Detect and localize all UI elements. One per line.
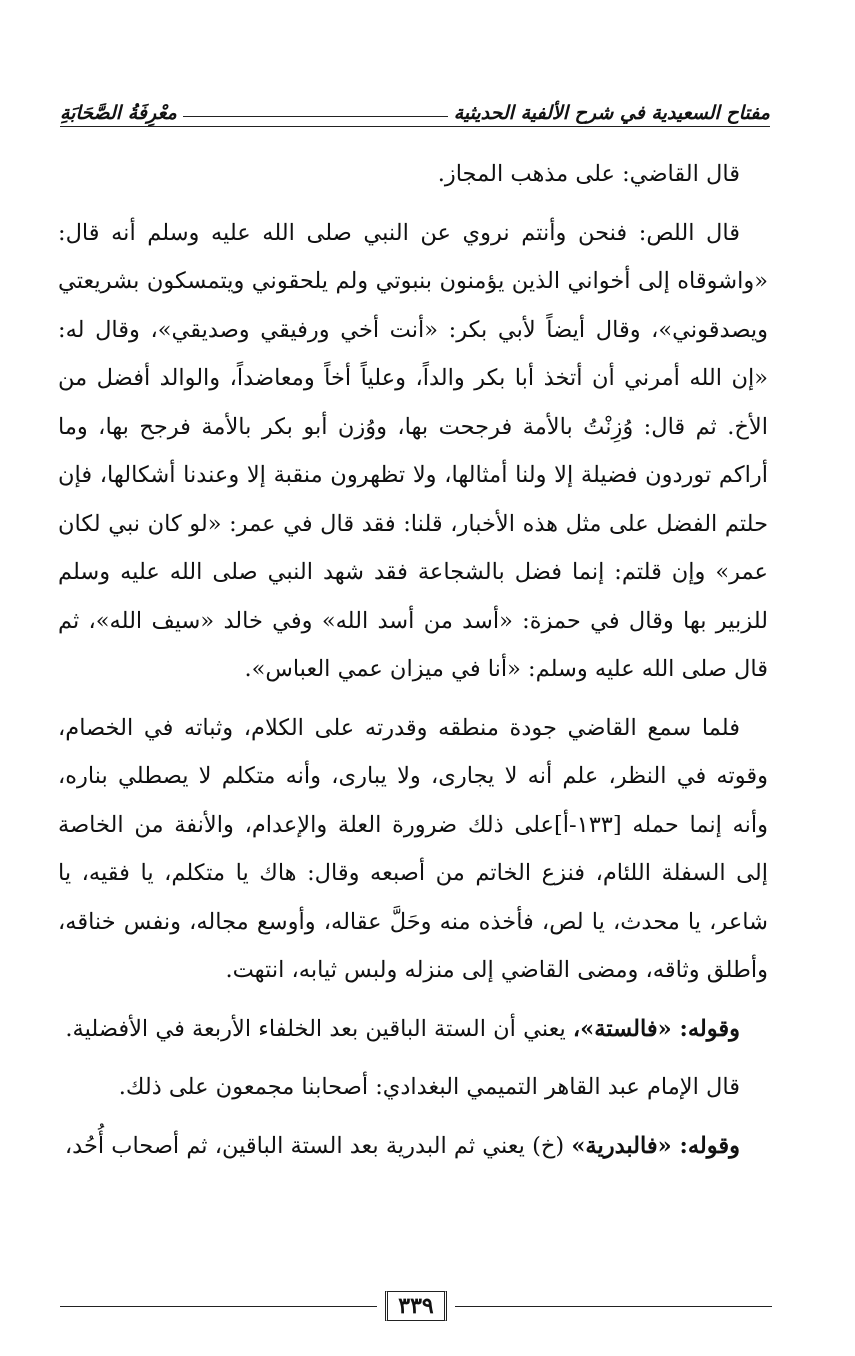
paragraph [58,1063,768,1112]
running-header [60,92,770,124]
paragraph [58,704,768,995]
footer-rule-left [60,1306,377,1307]
page-number: ٣٣٩ [385,1291,446,1321]
paragraph [58,1005,768,1054]
paragraph-text: (خ) يعني ثم البدرية بعد الستة الباقين، ثم أصحاب أُحُد، [64,1132,572,1159]
paragraph [58,1122,768,1171]
header-chapter-title: معْرِفَةُ الصَّحَابَةِ [60,102,177,124]
footer-rule-right [455,1306,772,1307]
page-footer [60,1286,772,1326]
paragraph-text: قال اللص: فنحن وأنتم نروي عن النبي صلى الله عليه وسلم أنه قال: «واشوقاه إلى أخواني الذين يؤمنون بنبوتي ولم يلحقوني ويتمسكون بشريعتي ويصدقوني»، وقال أيضاً لأبي بكر: «أنت أخي ورفيقي وصديقي»، وقال له: «إن الله أمرني أن أتخذ أبا بكر والداً، وعلياً أخاً ومعاضداً، والوالد أفضل من الأخ. ثم قال: وُزِنْتُ بالأمة فرجحت بها، ووُزن أبو بكر بالأمة فرجح بها، وما أراكم توردون فضيلة إلا ولنا أمثالها، ولا تظهرون منقبة إلا وعندنا أشكالها، فإن حلتم الفضل على مثل هذه الأخبار، قلنا: فقد قال في عمر: «لو كان نبي لكان عمر» وإن قلتم: إنما فضل بالشجاعة فقد شهد النبي صلى الله عليه وسلم للزبير بها وقال في حمزة: «أسد من أسد الله» وفي خالد «سيف الله»، ثم قال صلى الله عليه وسلم: «أنا في ميزان عمي العباس». [58,219,768,682]
header-book-title: مفتاح السعيدية في شرح الألفية الحديثية [453,102,770,124]
paragraph-text: يعني أن الستة الباقين بعد الخلفاء الأربعة في الأفضلية. [65,1015,573,1042]
paragraph [58,209,768,694]
paragraph-lead: وقوله: «فالبدرية» [571,1132,740,1159]
paragraph-lead: وقوله: «فالستة»، [572,1015,740,1042]
paragraph [58,150,768,199]
main-text [58,150,768,1180]
header-rule [183,116,448,117]
paragraph-text: قال القاضي: على مذهب المجاز. [437,161,740,187]
paragraph-text: قال الإمام عبد القاهر التميمي البغدادي: أصحابنا مجمعون على ذلك. [118,1074,740,1100]
paragraph-text: فلما سمع القاضي جودة منطقه وقدرته على الكلام، وثباته في الخصام، وقوته في النظر، علم أنه لا يجارى، ولا يبارى، وأنه متكلم لا يصطلي بناره، وأنه إنما حمله [١٣٣-أ]على ذلك ضرورة العلة والإعدام، والأنفة من الخاصة إلى السفلة اللئام، فنزع الخاتم من أصبعه وقال: هاك يا متكلم، يا فقيه، يا شاعر، يا محدث، يا لص، فأخذه منه وحَلَّ عقاله، وأوسع مجاله، ونفس خناقه، وأطلق وثاقه، ومضى القاضي إلى منزله ولبس ثيابه، انتهت. [58,714,768,983]
header-divider [60,126,770,127]
